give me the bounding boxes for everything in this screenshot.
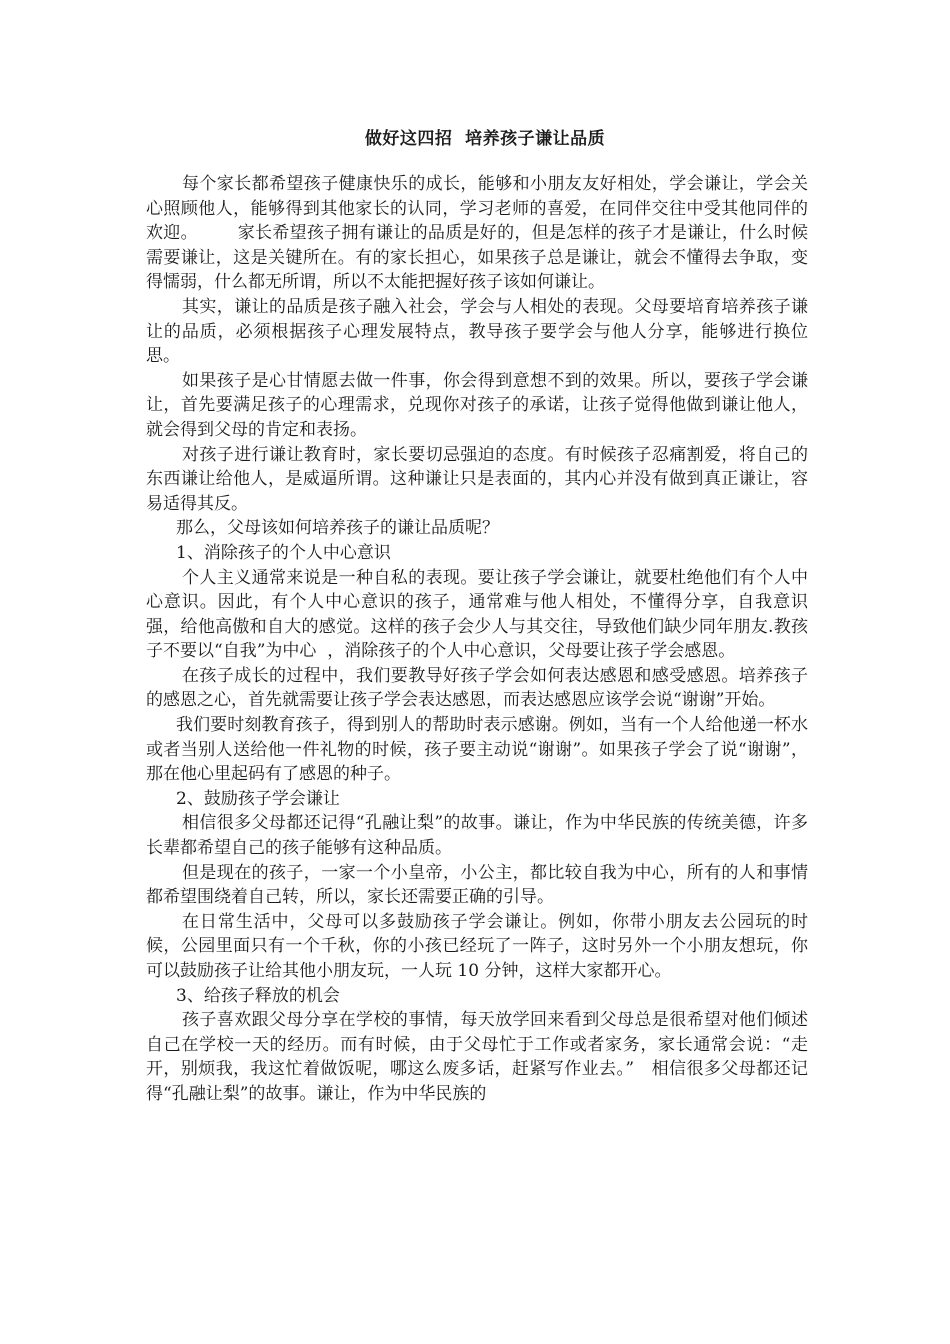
section-heading-2: 2、鼓励孩子学会谦让 xyxy=(176,788,340,809)
paragraph-3: 如果孩子是心甘情愿去做一件事，你会得到意想不到的效果。所以，要孩子学会谦让，首先要满足孩子的心理需求，兑现你对孩子的承诺，让孩子觉得他做到谦让他人，就会得到父母的肯定和表扬。 xyxy=(146,370,808,440)
paragraph-intro: 每个家长都希望孩子健康快乐的成长，能够和小朋友友好相处，学会谦让，学会关心照顾他人，能够得到其他家长的认同，学习老师的喜爱，在同伴交往中受其他同伴的欢迎。 家长希望孩子拥有谦让的品质是好的，但是怎样的孩子才是谦让，什么时候需要谦让，这是关键所在。有的家长担心，如果孩子总是谦让，就会不懂得去争取，变得懦弱，什么都无所谓，所以不太能把握好孩子该如何谦让。 xyxy=(146,174,808,293)
document-body xyxy=(146,172,808,1107)
paragraph-7: 在孩子成长的过程中，我们要教导好孩子学会如何表达感恩和感受感恩。培养孩子的感恩之心，首先就需要让孩子学会表达感恩，而表达感恩应该学会说“谢谢”开始。 xyxy=(146,665,808,711)
paragraph-8: 我们要时刻教育孩子，得到别人的帮助时表示感谢。例如，当有一个人给他递一杯水或者当别人送给他一件礼物的时候，孩子要主动说“谢谢”。如果孩子学会了说“谢谢”，那在他心里起码有了感恩的种子。 xyxy=(146,715,808,785)
paragraph-14: 孩子喜欢跟父母分享在学校的事情，每天放学回来看到父母总是很希望对他们倾述自己在学校一天的经历。而有时候，由于父母忙于工作或者家务，家长通常会说：“走开，别烦我，我这忙着做饭呢，哪这么废多话，赶紧写作业去。” 相信很多父母都还记得“孔融让梨”的故事。谦让，作为中华民族的 xyxy=(146,1010,808,1104)
paragraph-question: 那么，父母该如何培养孩子的谦让品质呢？ xyxy=(176,518,499,539)
paragraph-2: 其实，谦让的品质是孩子融入社会，学会与人相处的表现。父母要培育培养孩子谦让的品质，必须根据孩子心理发展特点，教导孩子要学会与他人分享，能够进行换位思。 xyxy=(146,296,808,367)
paragraph-6: 个人主义通常来说是一种自私的表现。要让孩子学会谦让，就要杜绝他们有个人中心意识。因此，有个人中心意识的孩子，通常难与他人相处，不懂得分享，自我意识强，给他高傲和自大的感觉。这样的孩子会少人与其交往，导致他们缺少同年朋友.教孩子不要以“自我”为中心 ，消除孩子的个人中心意识，父母要让孩子学会感恩。 xyxy=(146,567,808,662)
paragraph-4: 对孩子进行谦让教育时，家长要切忌强迫的态度。有时候孩子忍痛割爱，将自己的东西谦让给他人，是威逼所谓。这种谦让只是表面的，其内心并没有做到真正谦让，容易适得其反。 xyxy=(146,444,808,514)
document-title: 做好这四招 培养孩子谦让品质 xyxy=(364,129,606,149)
paragraph-10: 相信很多父母都还记得“孔融让梨”的故事。谦让，作为中华民族的传统美德，许多长辈都希望自己的孩子能够有这种品质。 xyxy=(146,813,808,859)
paragraph-12: 在日常生活中，父母可以多鼓励孩子学会谦让。例如，你带小朋友去公园玩的时候，公园里面只有一个千秋，你的小孩已经玩了一阵子，这时另外一个小朋友想玩，你可以鼓励孩子让给其他小朋友玩，一人玩 10 分钟，这样大家都开心。 xyxy=(146,911,808,981)
paragraph-11: 但是现在的孩子，一家一个小皇帝，小公主，都比较自我为中心，所有的人和事情都希望围绕着自己转，所以，家长还需要正确的引导。 xyxy=(146,862,808,908)
section-heading-1: 1、消除孩子的个人中心意识 xyxy=(176,542,391,563)
section-heading-3: 3、给孩子释放的机会 xyxy=(176,985,340,1006)
